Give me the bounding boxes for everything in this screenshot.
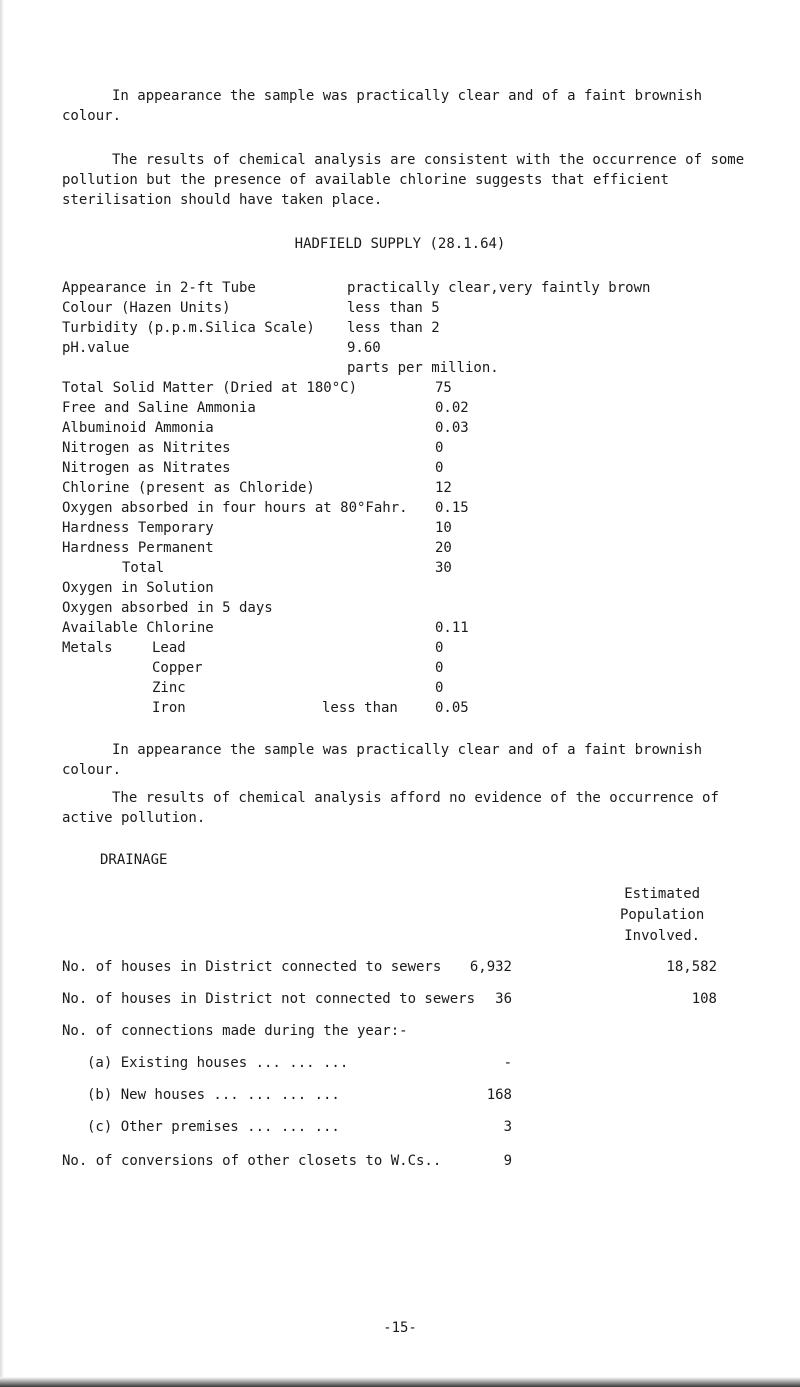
- drainage-population: 108: [691, 991, 717, 1007]
- page-number: -15-: [383, 1320, 417, 1336]
- chemical-label: Total: [122, 560, 165, 576]
- estimated-population-header: [620, 884, 704, 947]
- metals-label: Metals: [62, 640, 113, 656]
- chemical-value: 12: [435, 480, 452, 496]
- chemical-value: 20: [435, 540, 452, 556]
- connection-row: [62, 1116, 762, 1138]
- drainage-value: 6,932: [469, 959, 512, 975]
- chemical-label: Available Chlorine: [62, 620, 214, 636]
- physical-row: [62, 318, 762, 338]
- hadfield-paragraph-appearance: In appearance the sample was practically clear and of a faint brownish colour.: [62, 742, 703, 778]
- metal-qualifier: less than: [322, 700, 398, 716]
- drainage-row: [62, 988, 762, 1010]
- drainage-label: No. of houses in District connected to sewers: [62, 959, 442, 975]
- chemical-row: [62, 518, 762, 538]
- chemical-value: 0: [435, 460, 444, 476]
- physical-row: [62, 338, 762, 358]
- chemical-row: [62, 598, 762, 618]
- hadfield-paragraph-results: The results of chemical analysis afford no evidence of the occurrence of active pollution.: [62, 790, 719, 826]
- connection-label: (a) Existing houses ... ... ...: [87, 1055, 349, 1071]
- chemical-row: [62, 558, 762, 578]
- physical-row: [62, 278, 762, 298]
- est-header-line: Population: [620, 907, 705, 923]
- chemical-label: Nitrogen as Nitrites: [62, 440, 231, 456]
- metal-row: [62, 658, 762, 678]
- chemical-label: Total Solid Matter (Dried at 180°C): [62, 380, 358, 396]
- chemical-label: Nitrogen as Nitrates: [62, 460, 231, 476]
- chemical-row: [62, 618, 762, 638]
- connection-row: [62, 1084, 762, 1106]
- chemical-label: Oxygen absorbed in 5 days: [62, 600, 273, 616]
- drainage-population: 18,582: [666, 959, 717, 975]
- physical-label: Turbidity (p.p.m.Silica Scale): [62, 320, 315, 336]
- drainage-heading: DRAINAGE: [100, 852, 168, 868]
- connection-value: 168: [486, 1087, 512, 1103]
- chemical-row: [62, 478, 762, 498]
- chemical-row: [62, 398, 762, 418]
- metal-name: Zinc: [152, 680, 186, 696]
- metal-name: Copper: [152, 660, 203, 676]
- connection-value: 3: [503, 1119, 512, 1135]
- physical-value: 9.60: [347, 340, 381, 356]
- metal-value: 0.05: [435, 700, 469, 716]
- units-header: parts per million.: [347, 360, 499, 376]
- chemical-label: Chlorine (present as Chloride): [62, 480, 315, 496]
- intro-paragraph-appearance: In appearance the sample was practically clear and of a faint brownish colour.: [62, 88, 703, 124]
- drainage-row: [62, 956, 762, 978]
- conversions-value: 9: [503, 1153, 512, 1169]
- drainage-value: 36: [495, 991, 512, 1007]
- connection-label: (c) Other premises ... ... ...: [87, 1119, 340, 1135]
- chemical-value: 0.03: [435, 420, 469, 436]
- chemical-value: 30: [435, 560, 452, 576]
- metal-value: 0: [435, 640, 444, 656]
- metal-value: 0: [435, 680, 444, 696]
- connections-label: No. of connections made during the year:-: [62, 1023, 408, 1039]
- intro-paragraph-results: The results of chemical analysis are consistent with the occurrence of some pollution but the presence of available chlorine suggests that efficient sterilisation should have taken place.: [62, 152, 745, 208]
- chemical-label: Oxygen in Solution: [62, 580, 214, 596]
- conversions-row: [62, 1150, 762, 1172]
- chemical-row: [62, 578, 762, 598]
- page-edge-bottom: [0, 1377, 800, 1387]
- est-header-line: Involved.: [624, 928, 701, 944]
- metal-name: Iron: [152, 700, 186, 716]
- metal-row: [62, 638, 762, 658]
- connection-value: -: [503, 1055, 512, 1071]
- metal-row: [62, 698, 762, 718]
- physical-label: Colour (Hazen Units): [62, 300, 231, 316]
- connection-label: (b) New houses ... ... ... ...: [87, 1087, 340, 1103]
- chemical-value: 0.15: [435, 500, 469, 516]
- est-header-line: Estimated: [624, 886, 701, 902]
- chemical-label: Hardness Temporary: [62, 520, 214, 536]
- chemical-value: 75: [435, 380, 452, 396]
- chemical-value: 0.11: [435, 620, 469, 636]
- chemical-row: [62, 378, 762, 398]
- physical-value: practically clear,very faintly brown: [347, 280, 651, 296]
- chemical-row: [62, 538, 762, 558]
- metal-name: Lead: [152, 640, 186, 656]
- physical-value: less than 5: [347, 300, 440, 316]
- physical-label: Appearance in 2-ft Tube: [62, 280, 256, 296]
- chemical-value: 0: [435, 440, 444, 456]
- chemical-label: Hardness Permanent: [62, 540, 214, 556]
- metal-row: [62, 678, 762, 698]
- page-edge-shadow: [0, 0, 4, 1387]
- chemical-label: Free and Saline Ammonia: [62, 400, 256, 416]
- metal-value: 0: [435, 660, 444, 676]
- chemical-row: [62, 498, 762, 518]
- chemical-label: Albuminoid Ammonia: [62, 420, 214, 436]
- hadfield-supply-heading: HADFIELD SUPPLY (28.1.64): [294, 236, 506, 252]
- conversions-label: No. of conversions of other closets to W.Cs..: [62, 1153, 442, 1169]
- connection-row: [62, 1052, 762, 1074]
- connections-heading-row: [62, 1020, 762, 1042]
- physical-label: pH.value: [62, 340, 130, 356]
- physical-value: less than 2: [347, 320, 440, 336]
- drainage-label: No. of houses in District not connected to sewers: [62, 991, 476, 1007]
- chemical-row: [62, 458, 762, 478]
- chemical-value: 10: [435, 520, 452, 536]
- chemical-row: [62, 438, 762, 458]
- chemical-value: 0.02: [435, 400, 469, 416]
- chemical-label: Oxygen absorbed in four hours at 80°Fahr.: [62, 500, 408, 516]
- physical-row: [62, 298, 762, 318]
- chemical-row: [62, 418, 762, 438]
